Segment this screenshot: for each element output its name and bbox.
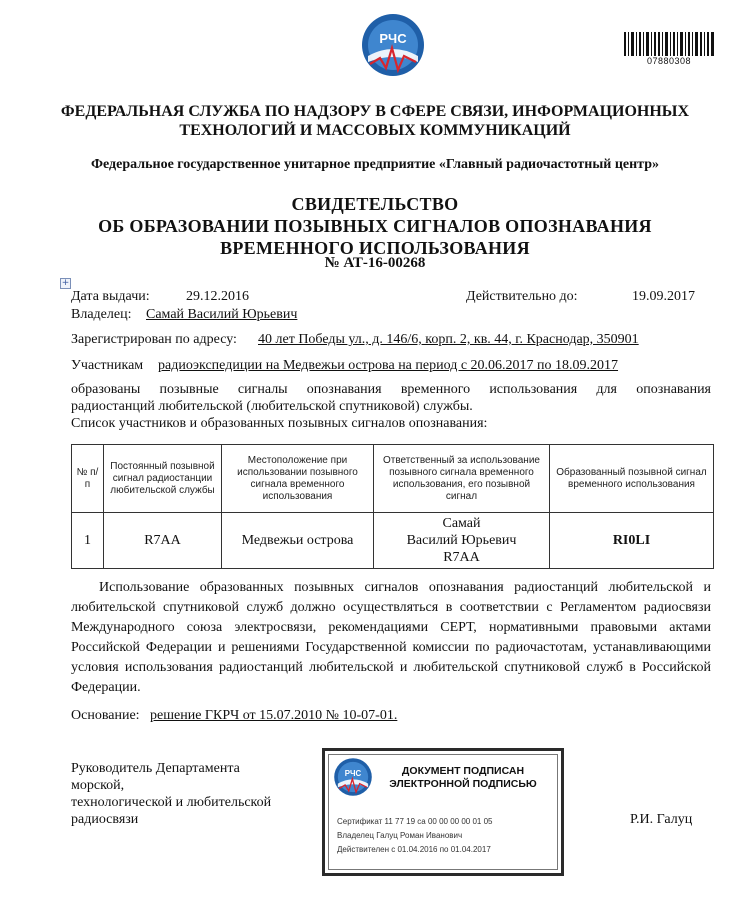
stamp-logo-text: РЧС [344, 768, 362, 778]
stamp-title-line-1: ДОКУМЕНТ ПОДПИСАН [401, 765, 525, 777]
address-label: Зарегистрирован по адресу: [71, 332, 237, 347]
participants-text: радиоэкспедиции на Медвежьи острова на период с 20.06.2017 по 18.09.2017 [158, 358, 619, 373]
cell-responsible [374, 513, 550, 569]
valid-until-date: 19.09.2017 [632, 289, 695, 304]
signatory-position [71, 760, 271, 828]
enterprise-name: Федеральное государственное унитарное предприятие «Главный радиочастотный центр» [90, 157, 659, 172]
address: 40 лет Победы ул., д. 146/6, корп. 2, кв. 44, г. Краснодар, 350901 [258, 332, 639, 347]
title-line-3: ВРЕМЕННОГО ИСПОЛЬЗОВАНИЯ [220, 238, 530, 258]
document-number: № АТ-16-00268 [324, 255, 426, 271]
stamp-validity: Действителен с 01.04.2016 по 01.04.2017 [337, 845, 491, 854]
signatory-line-4: радиосвязи [71, 812, 139, 827]
owner-name: Самай Василий Юрьевич [146, 307, 298, 322]
issue-date: 29.12.2016 [186, 289, 249, 304]
responsible-surname: Самай [442, 516, 481, 531]
header-responsible: Ответственный за использование позывного сигнала временного использования, его позывной сигнал [374, 445, 550, 513]
issue-date-label: Дата выдачи: [71, 289, 150, 304]
stamp-rchs-logo [333, 757, 373, 797]
cell-permanent-callsign: R7AA [104, 513, 222, 569]
signatory-line-3: технологической и любительской [71, 795, 272, 810]
usage-paragraph-text: Использование образованных позывных сигналов опознавания радиостанций любительской и любительской спутниковой служб должно осуществляться в соответствии с Регламентом радиосвязи Международного союза электросвязи, рекомендациями СЕРТ, нормативными правовыми актами Российской Федерации и решениями Государственной комиссии по радиочастотам, устанавливающими условия использования радиостанций любительской и любительской спутниковой служб в Российской Федерации. [71, 580, 711, 695]
formed-line-1: образованы позывные сигналы опознавания временного использования для опознавания [71, 382, 711, 397]
stamp-title [377, 765, 549, 791]
logo-text: РЧС [379, 31, 407, 46]
rchs-logo [360, 12, 426, 78]
table-header-row [72, 445, 714, 513]
formed-line-2: радиостанций любительской (любительской спутниковой) службы. [71, 399, 473, 414]
document-title [40, 193, 710, 259]
header-permanent-callsign: Постоянный позывной сигнал радиостанции любительской службы [104, 445, 222, 513]
basis-text: решение ГКРЧ от 15.07.2010 № 10-07-01. [150, 708, 398, 723]
owner-label: Владелец: [71, 307, 132, 322]
stamp-title-line-2: ЭЛЕКТРОННОЙ ПОДПИСЬЮ [389, 778, 537, 790]
signatory-line-1: Руководитель Департамента [71, 761, 240, 776]
barcode-number: 07880308 [646, 56, 692, 66]
e-signature-stamp [322, 748, 564, 876]
header-num: № п/п [72, 445, 104, 513]
title-line-2: ОБ ОБРАЗОВАНИИ ПОЗЫВНЫХ СИГНАЛОВ ОПОЗНАВАНИЯ [98, 216, 652, 236]
header-formed-callsign: Образованный позывной сигнал временного использования [550, 445, 714, 513]
valid-until-label: Действительно до: [466, 289, 578, 304]
basis-label: Основание: [71, 708, 140, 723]
usage-paragraph [71, 578, 711, 698]
signatory-name: Р.И. Галуц [630, 812, 693, 827]
agency-line-2: ТЕХНОЛОГИЙ И МАССОВЫХ КОММУНИКАЦИЙ [179, 122, 571, 139]
header-location: Местоположение при использовании позывного сигнала временного использования [222, 445, 374, 513]
table-anchor-icon[interactable]: + [61, 278, 70, 288]
agency-line-1: ФЕДЕРАЛЬНАЯ СЛУЖБА ПО НАДЗОРУ В СФЕРЕ СВЯЗИ, ИНФОРМАЦИОННЫХ [60, 103, 690, 120]
title-line-1: СВИДЕТЕЛЬСТВО [291, 194, 459, 214]
participants-label: Участникам [71, 358, 144, 373]
cell-formed-callsign: RI0LI [550, 513, 714, 569]
cell-num: 1 [72, 513, 104, 569]
stamp-certificate: Сертификат 11 77 19 са 00 00 00 00 01 05 [337, 817, 493, 826]
participants-table [71, 444, 714, 569]
list-heading: Список участников и образованных позывных сигналов опознавания: [71, 416, 488, 431]
signatory-line-2: морской, [71, 778, 125, 793]
cell-location: Медвежьи острова [222, 513, 374, 569]
responsible-name: Василий Юрьевич [406, 533, 517, 548]
table-row [72, 513, 714, 569]
barcode [624, 32, 714, 56]
agency-name [40, 102, 710, 140]
responsible-callsign: R7AA [443, 550, 480, 565]
stamp-owner: Владелец Галуц Роман Иванович [337, 831, 463, 840]
